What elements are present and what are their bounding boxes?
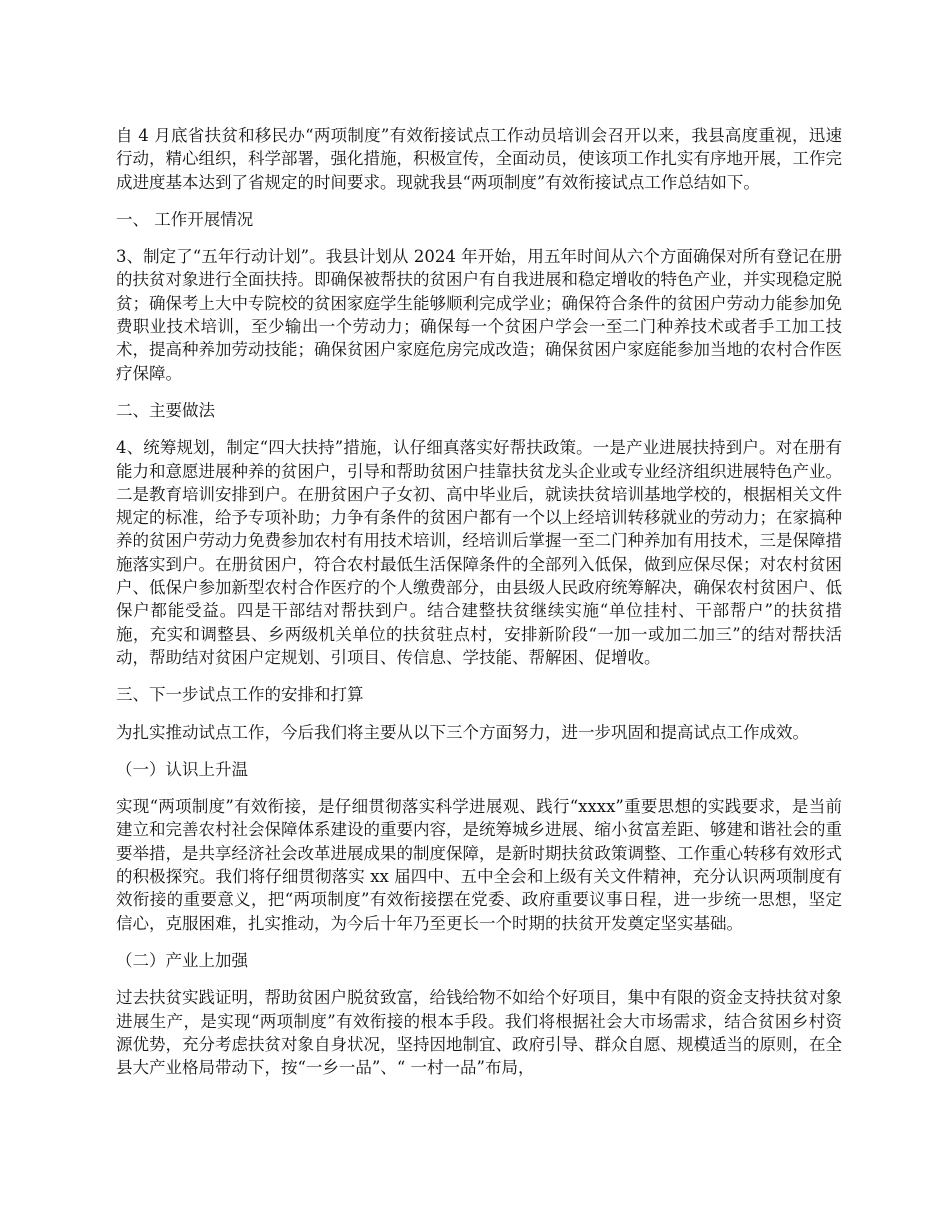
paragraph-next-steps: 为扎实推动试点工作，今后我们将主要从以下三个方面努力，进一步巩固和提高试点工作成效。 bbox=[116, 722, 809, 742]
section-heading-2: 二、主要做法 bbox=[116, 400, 215, 420]
paragraph-five-year-plan: 3、制定了“五年行动计划”。我县计划从 2024 年开始，用五年时间从六个方面确保对所有登记在册的扶贫对象进行全面扶持。即确保被帮扶的贫困户有自我进展和稳定增收的特色产业，并实现稳定脱贫；确保考上大中专院校的贫困家庭学生能够顺利完成学业；确保符合条件的贫困户劳动力能参加免费职业技术培训，至少输出一个劳动力；确保每一个贫困户学会一至二门种养技术或者手工加工技术，提高种养加劳动技能；确保贫困户家庭危房完成改造；确保贫困户家庭能参加当地的农村合作医疗保障。 bbox=[116, 247, 842, 383]
section-heading-3: 三、下一步试点工作的安排和打算 bbox=[116, 685, 364, 705]
section-heading-1: 一、 工作开展情况 bbox=[116, 209, 254, 229]
paragraph-four-supports: 4、统筹规划，制定“四大扶持”措施，认仔细真落实好帮扶政策。一是产业进展扶持到户。对在册有能力和意愿进展种养的贫困户，引导和帮助贫困户挂靠扶贫龙头企业或专业经济组织进展特色产业。二是教育培训安排到户。在册贫困户子女初、高中毕业后，就读扶贫培训基地学校的，根据相关文件规定的标准，给予专项补助；力争有条件的贫困户都有一个以上经培训转移就业的劳动力；在家搞种养的贫困户劳动力免费参加农村有用技术培训，经培训后掌握一至二门种养加有用技术，三是保障措施落实到户。在册贫困户，符合农村最低生活保障条件的全部列入低保，做到应保尽保；对农村贫困户、低保户参加新型农村合作医疗的个人缴费部分，由县级人民政府统筹解决，确保农村贫困户、低保户都能受益。四是干部结对帮扶到户。结合建整扶贫继续实施“单位挂村、干部帮户”的扶贫措施，充实和调整县、乡两级机关单位的扶贫驻点村，安排新阶段“一加一或加二加三”的结对帮扶活动，帮助结对贫困户定规划、引项目、传信息、学技能、帮解困、促增收。 bbox=[116, 438, 842, 667]
subheading-industry: （二）产业上加强 bbox=[116, 950, 248, 970]
document-body bbox=[116, 124, 842, 1093]
paragraph-industry: 过去扶贫实践证明，帮助贫困户脱贫致富，给钱给物不如给个好项目，集中有限的资金支持扶贫对象进展生产，是实现“两项制度”有效衔接的根本手段。我们将根据社会大市场需求，结合贫困乡村资源优势，充分考虑扶贫对象自身状况，坚持因地制宜、政府引导、群众自愿、规模适当的原则，在全县大产业格局带动下，按“一乡一品”、“ 一村一品”布局， bbox=[116, 988, 842, 1078]
intro-paragraph: 自 4 月底省扶贫和移民办“两项制度”有效衔接试点工作动员培训会召开以来，我县高度重视，迅速行动，精心组织，科学部署，强化措施，积极宣传，全面动员，使该项工作扎实有序地开展，工作完成进度基本达到了省规定的时间要求。现就我县“两项制度”有效衔接试点工作总结如下。 bbox=[116, 126, 842, 192]
paragraph-awareness: 实现“两项制度”有效衔接，是仔细贯彻落实科学进展观、践行“xxxx”重要思想的实践要求，是当前建立和完善农村社会保障体系建设的重要内容，是统筹城乡进展、缩小贫富差距、够建和谐社会的重要举措，是共享经济社会改革进展成果的制度保障，是新时期扶贫政策调整、工作重心转移有效形式的积极探究。我们将仔细贯彻落实 xx 届四中、五中全会和上级有关文件精神，充分认识两项制度有效衔接的重要意义，把“两项制度”有效衔接摆在党委、政府重要议事日程，进一步统一思想，坚定信心，克服困难，扎实推动，为今后十年乃至更长一个时期的扶贫开发奠定坚实基础。 bbox=[116, 797, 842, 933]
subheading-awareness: （一）认识上升温 bbox=[116, 759, 248, 779]
